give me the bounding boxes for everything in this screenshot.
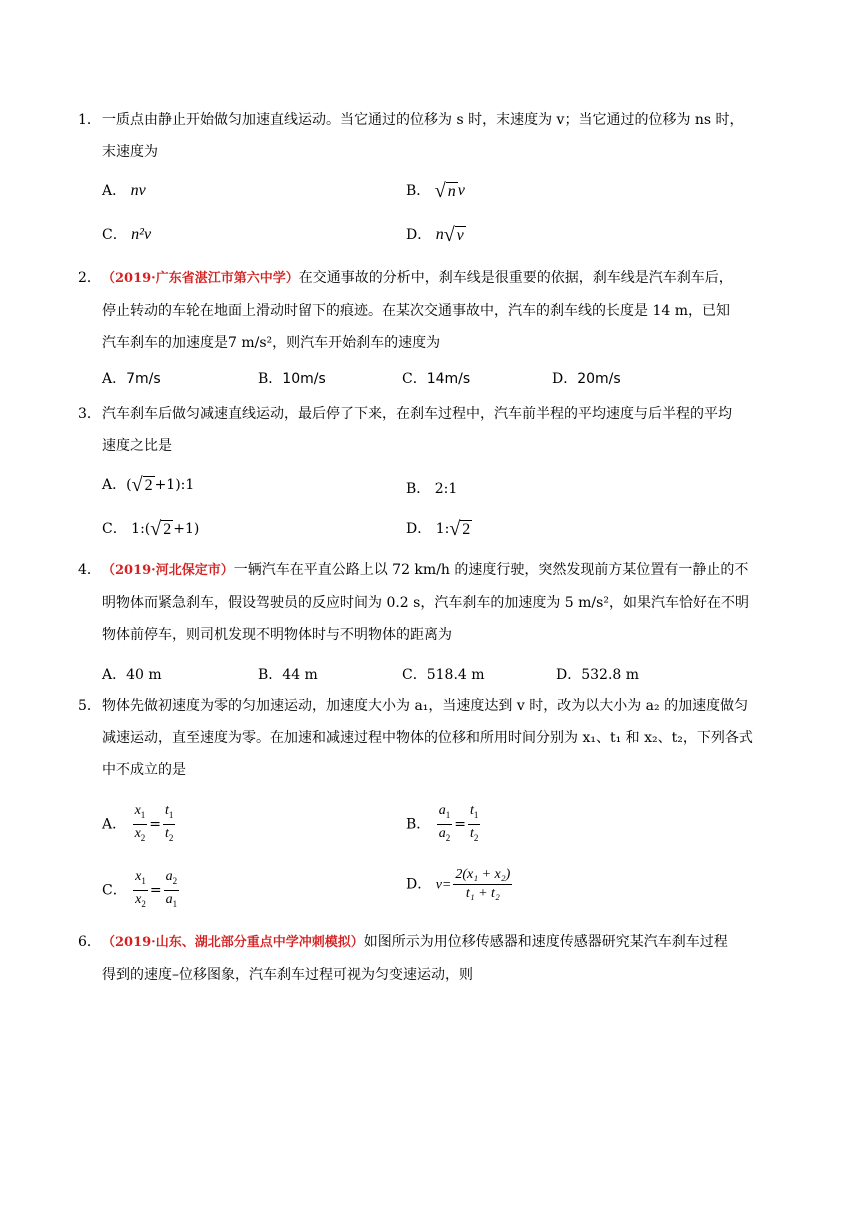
question-text-line: 物体先做初速度为零的匀加速运动，加速度大小为 a₁，当速度达到 v 时，改为以大小为 a₂ 的加速度做匀 <box>102 698 749 714</box>
question-text-line: 速度之比是 <box>102 438 172 454</box>
option-value: n²v <box>131 226 152 243</box>
option-value: 518.4 m <box>426 667 485 683</box>
question-text-line: 一质点由静止开始做匀加速直线运动。当它通过的位移为 s 时，末速度为 v；当它通过的位移为 ns 时， <box>102 112 744 128</box>
option-value: 14m/s <box>426 371 471 387</box>
question-2 <box>78 262 782 359</box>
q4-option-c: C．518.4 m <box>402 667 485 683</box>
q5-option-d: D． v= $\frac{\text{2(x₁ + x₂)}}{\text{t₁ + t₂}}$ <box>406 867 511 901</box>
question-number: 1． <box>78 112 101 128</box>
fraction: $\frac{t_1}{t_2}$ <box>165 803 174 843</box>
q5-option-c: C． $\frac{x_1}{x_2}$ = $\frac{a_2}{a_1}$ <box>102 868 181 913</box>
q4-option-b: B．44 m <box>258 667 318 683</box>
question-text-line: 减速运动，直至速度为零。在加速和减速过程中物体的位移和所用时间分别为 x₁、t₁ 和 x₂、t₂，下列各式 <box>102 730 753 746</box>
question-text-line: 末速度为 <box>102 144 158 160</box>
question-number: 4． <box>78 562 101 578</box>
q3-option-a: A．( √ 2 +1):1 <box>102 474 195 496</box>
option-value: 10m/s <box>282 371 326 387</box>
question-number: 5． <box>78 698 101 714</box>
q2-option-b: B．10m/s <box>258 371 326 387</box>
question-number: 3． <box>78 406 101 422</box>
fraction: $\frac{x_1}{x_2}$ <box>134 803 146 843</box>
question-text-line: 停止转动的车轮在地面上滑动时留下的痕迹。在某次交通事故中，汽车的刹车线的长度是 14 m，已知 <box>102 303 730 319</box>
question-6 <box>78 926 782 991</box>
q3-option-b: B． 2:1 <box>406 481 458 497</box>
sqrt-expression: √ 2 <box>150 518 172 540</box>
q2-option-d: D．20m/s <box>552 371 621 387</box>
option-value: 20m/s <box>577 371 621 387</box>
question-source: （2019·山东、湖北部分重点中学冲刺模拟） <box>102 935 364 950</box>
q1-option-c: C． n²v <box>102 226 152 243</box>
question-4 <box>78 554 782 651</box>
fraction: $\frac{x_1}{x_2}$ <box>135 869 146 909</box>
question-text-line: 一辆汽车在平直公路上以 72 km/h 的速度行驶，突然发现前方某位置有一静止的不 <box>233 562 749 578</box>
q2-option-a: A．7m/s <box>102 371 161 387</box>
sqrt-expression: √ 2 <box>131 474 153 496</box>
fraction: $\frac{a_1}{a_2}$ <box>438 803 451 843</box>
question-text-line: 得到的速度–位移图象，汽车刹车过程可视为匀变速运动，则 <box>102 967 473 983</box>
question-text-line: 物体前停车，则司机发现不明物体时与不明物体的距离为 <box>102 627 452 643</box>
question-3 <box>78 398 782 462</box>
q4-option-a: A．40 m <box>102 667 162 683</box>
q1-option-d: D． n √ v <box>406 224 464 246</box>
question-text-line: 明物体而紧急刹车，假设驾驶员的反应时间为 0.2 s，汽车刹车的加速度为 5 m/s²，如果汽车恰好在不明 <box>102 595 749 611</box>
question-text-line: 汽车刹车后做匀减速直线运动，最后停了下来，在刹车过程中，汽车前半程的平均速度与后半程的平均 <box>102 406 732 422</box>
question-source: （2019·广东省湛江市第六中学） <box>102 271 299 286</box>
sqrt-expression: √ 2 <box>449 518 471 540</box>
option-value: 7m/s <box>126 371 161 387</box>
question-text-line: 如图所示为用位移传感器和速度传感器研究某汽车刹车过程 <box>363 934 728 950</box>
option-value: 532.8 m <box>581 667 640 683</box>
question-1 <box>78 104 782 168</box>
sqrt-expression: √ n <box>434 180 456 202</box>
question-text-line: 汽车刹车的加速度是7 m/s²，则汽车开始刹车的速度为 <box>102 335 441 351</box>
option-value: 40 m <box>126 667 162 683</box>
question-number: 2． <box>78 270 101 286</box>
q2-option-c: C．14m/s <box>402 371 471 387</box>
fraction: $\frac{\text{2(x₁ + x₂)}}{\text{t₁ + t₂}}$ <box>455 867 511 901</box>
fraction: $\frac{a_2}{a_1}$ <box>165 869 178 909</box>
sqrt-expression: √ v <box>443 224 464 246</box>
q1-option-b: B． √ n v <box>406 180 465 202</box>
question-text-line: 中不成立的是 <box>102 762 186 778</box>
option-value: 44 m <box>282 667 318 683</box>
q5-option-b: B． $\frac{a_1}{a_2}$ = $\frac{t_1}{t_2}$ <box>406 802 482 847</box>
option-value: nv <box>130 182 146 199</box>
question-5 <box>78 690 782 786</box>
option-value: 2:1 <box>434 481 458 497</box>
q3-option-d: D． 1: √ 2 <box>406 518 471 540</box>
question-number: 6． <box>78 934 101 950</box>
q1-option-a: A． nv <box>102 182 146 199</box>
q4-option-d: D．532.8 m <box>556 667 640 683</box>
q3-option-c: C． 1:( √ 2 +1) <box>102 518 200 540</box>
fraction: $\frac{t_1}{t_2}$ <box>469 803 479 843</box>
question-text-line: 在交通事故的分析中，刹车线是很重要的依据，刹车线是汽车刹车后， <box>298 270 733 286</box>
q5-option-a: A． $\frac{x_1}{x_2}$ = $\frac{t_1}{t_2}$ <box>102 802 177 847</box>
question-source: （2019·河北保定市） <box>102 563 234 578</box>
